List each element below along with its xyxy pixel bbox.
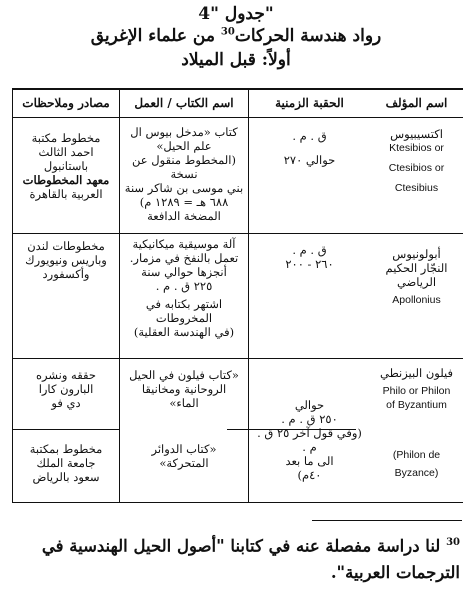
source-line: العربية بالقاهرة [29,187,103,201]
source-line: جامعة الملك [36,456,96,470]
era-text: حوالي ٢٧٠ [283,153,336,167]
main-title [0,26,472,46]
era-text: ٢٦٠ - ٢٠٠ [285,257,334,271]
author-latin: of Byzantium [386,399,447,411]
era-cell [248,233,370,358]
source-line: وباريس ونيويورك [25,253,107,267]
author-cell [370,358,463,502]
author-name: أبولونيوس [392,247,441,261]
author-name: اكتسيبيوس [390,127,443,141]
era-text: ق . م . [292,243,327,257]
author-latin: Ctesibius [394,182,439,194]
footnote-text: لنا دراسة مفصلة عنه في كتابنا "أصول الحيل الهندسية في الترجمات العربية". [41,536,460,582]
author-name: النجّار الحكيم الرياضي [385,261,448,289]
cell-divider [13,429,120,430]
table-row [12,358,463,502]
source-line: باستانبول [43,159,89,173]
work-line: تعمل بالنفخ في مزمار. [129,251,239,265]
source-line: معهد المخطوطات [22,173,110,187]
work-line: اشتهر بكتابه في المخروطات [145,297,223,325]
author-cell [370,117,463,233]
work-line: بني موسى بن شاكر سنة [124,181,244,195]
work-line: «كتاب الدوائر [151,442,217,456]
table-row [12,117,463,234]
source-line: البارون كارا [38,382,94,396]
work-line: كتاب «مدخل بيوس ال [130,125,238,139]
work-line: آلة موسيقية ميكانيكية [132,237,236,251]
source-line: دي فو [51,396,81,410]
subtitle: أولاً: قبل الميلاد [181,50,291,70]
source-line: وأكسفورد [42,267,90,281]
author-cell [370,233,463,358]
source-line: مخطوط مكتبة [31,131,101,145]
authors-table [12,88,463,503]
era-text: ٤٠م) [297,468,322,482]
work-line: (في الهندسة العقلية) [133,325,235,339]
footnote-number: 30 [446,537,460,548]
author-latin: Philo or Philon [382,385,451,397]
work-line: الماء» [169,396,199,410]
author-latin: (Philon de [392,449,441,461]
era-text: (وفي قول آخر ٢٥ ق . م . [257,426,362,454]
work-line: الروحانية ومخانيقا [141,382,227,396]
author-latin: Apollonius [392,294,441,306]
era-cell [248,117,370,233]
header-author: اسم المؤلف [385,96,448,110]
era-text: ق . م . [292,129,327,143]
work-line: المتحركة» [159,456,209,470]
header-sources: مصادر وملاحظات [12,90,119,117]
era-text: ٢٥٠ ق . م . [281,412,338,426]
table-label: جدول "4" [198,4,274,24]
source-line: سعود بالرياض [32,470,100,484]
work-cell [119,233,248,358]
work-line: «كتاب فيلون في الحيل [129,368,239,382]
footnote-marker: 30 [220,26,235,38]
era-text: الى ما بعد [285,454,334,468]
work-cell [119,358,248,502]
source-line: احمد الثالث [38,145,94,159]
footnote [14,530,460,586]
table-header [12,90,463,118]
main-title-tail: من علماء الإغريق [90,26,221,46]
source-line: حققه ونشره [36,368,96,382]
header-work: اسم الكتاب / العمل [119,90,248,117]
era-cell [248,358,370,502]
work-line: علم الحيل» [156,139,212,153]
work-line: ٦٨٨ هـ = ١٢٨٩ م) [139,195,229,209]
footnote-rule [312,520,462,521]
era-text: حوالي [294,398,325,412]
sources-cell [12,117,119,233]
sources-cell [12,358,119,502]
work-line: ٢٢٥ ق . م . [155,279,213,293]
header-era: الحقبة الزمنية [248,90,370,117]
author-name: فيلون البيزنطي [379,366,454,380]
source-line: مخطوطات لندن [27,239,105,253]
table-row [12,233,463,359]
work-line: المضخة الدافعة [147,209,221,223]
source-line: مخطوط بمكتبة [29,442,103,456]
author-latin: Ctesibios or [388,162,445,174]
author-latin: Byzance) [394,467,439,479]
author-latin: Ktesibios or [389,142,444,154]
work-line: (المخطوط منقول عن نسخة [132,153,236,181]
main-title-text: رواد هندسة الحركات [234,26,382,46]
work-line: أنجزها حوالي سنة [141,265,227,279]
sources-cell [12,233,119,358]
work-cell [119,117,248,233]
cell-divider [227,429,356,430]
